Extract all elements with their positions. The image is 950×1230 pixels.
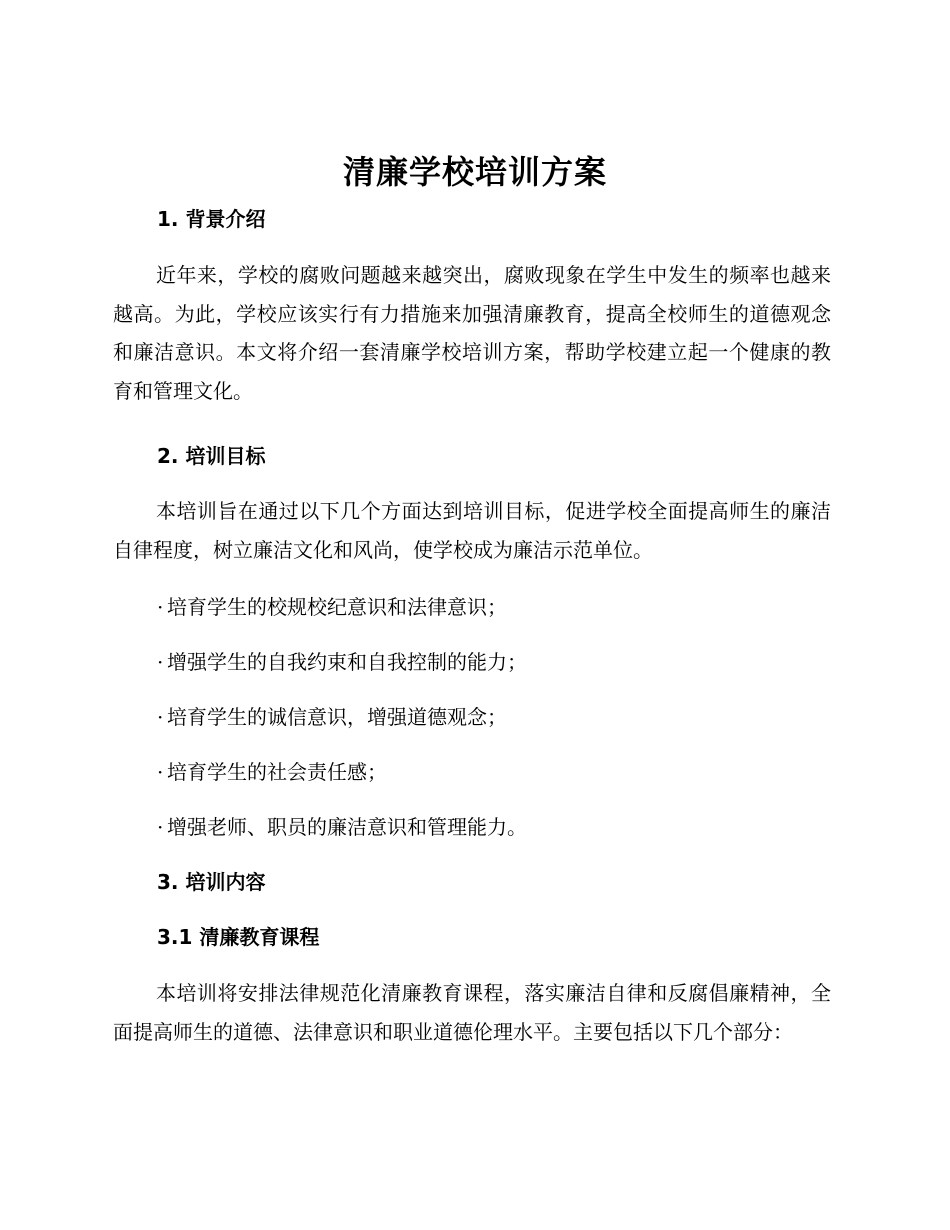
section-heading-background: 1. 背景介绍 [157, 207, 266, 231]
list-item-text: 培育学生的社会责任感； [167, 760, 387, 784]
bullet-mark: · [157, 760, 164, 784]
subsection-heading-course: 3.1 清廉教育课程 [157, 925, 320, 949]
list-item [157, 757, 387, 787]
bullet-mark: · [157, 650, 164, 674]
paragraph-goals: 本培训旨在通过以下几个方面达到培训目标，促进学校全面提高师生的廉洁自律程度，树立廉洁文化和风尚，使学校成为廉洁示范单位。 [113, 499, 831, 562]
list-item [157, 592, 507, 622]
paragraph-course: 本培训将安排法律规范化清廉教育课程，落实廉洁自律和反腐倡廉精神，全面提高师生的道德、法律意识和职业道德伦理水平。主要包括以下几个部分： [113, 981, 831, 1044]
list-item [157, 702, 507, 732]
list-item [157, 812, 527, 842]
section-heading-goals: 2. 培训目标 [157, 444, 266, 468]
list-item-text: 培育学生的校规校纪意识和法律意识； [167, 595, 507, 619]
list-item [157, 647, 527, 677]
list-item-text: 培育学生的诚信意识，增强道德观念； [167, 705, 507, 729]
bullet-mark: · [157, 705, 164, 729]
list-item-text: 增强老师、职员的廉洁意识和管理能力。 [167, 815, 527, 839]
bullet-mark: · [157, 595, 164, 619]
bullet-mark: · [157, 815, 164, 839]
section-heading-content: 3. 培训内容 [157, 870, 266, 894]
paragraph-background: 近年来，学校的腐败问题越来越突出，腐败现象在学生中发生的频率也越来越高。为此，学校应该实行有力措施来加强清廉教育，提高全校师生的道德观念和廉洁意识。本文将介绍一套清廉学校培训方案，帮助学校建立起一个健康的教育和管理文化。 [113, 263, 831, 403]
list-item-text: 增强学生的自我约束和自我控制的能力； [167, 650, 527, 674]
document-title: 清廉学校培训方案 [342, 153, 607, 191]
